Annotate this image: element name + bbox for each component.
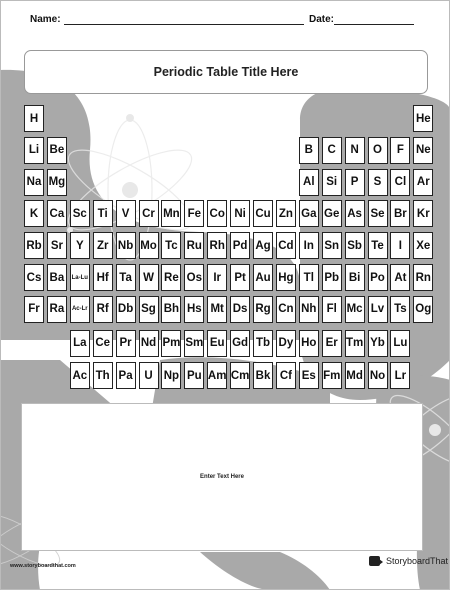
- element-cell-la-lu: La-Lu: [70, 264, 90, 291]
- element-cell-gd: Gd: [230, 330, 250, 357]
- element-cell-nb: Nb: [116, 232, 136, 259]
- element-cell-pd: Pd: [230, 232, 250, 259]
- element-cell-hf: Hf: [93, 264, 113, 291]
- element-cell-bh: Bh: [161, 296, 181, 323]
- text-box-placeholder: Enter Text Here: [200, 474, 244, 480]
- element-cell-c: C: [322, 137, 342, 164]
- element-cell-ta: Ta: [116, 264, 136, 291]
- logo-text: StoryboardThat: [386, 556, 449, 566]
- element-cell-sc: Sc: [70, 200, 90, 227]
- element-cell-nh: Nh: [299, 296, 319, 323]
- name-field[interactable]: [64, 24, 304, 25]
- element-cell-au: Au: [253, 264, 273, 291]
- element-cell-in: In: [299, 232, 319, 259]
- footer-url: www.storyboardthat.com: [10, 563, 76, 569]
- element-cell-pm: Pm: [161, 330, 181, 357]
- element-cell-ag: Ag: [253, 232, 273, 259]
- element-cell-yb: Yb: [368, 330, 388, 357]
- element-cell-ne: Ne: [413, 137, 433, 164]
- element-cell-ga: Ga: [299, 200, 319, 227]
- element-cell-s: S: [368, 169, 388, 196]
- element-cell-ds: Ds: [230, 296, 250, 323]
- element-cell-bi: Bi: [345, 264, 365, 291]
- element-cell-he: He: [413, 105, 433, 132]
- element-cell-tb: Tb: [253, 330, 273, 357]
- element-cell-cl: Cl: [390, 169, 410, 196]
- element-cell-cu: Cu: [253, 200, 273, 227]
- element-cell-h: H: [24, 105, 44, 132]
- element-cell-v: V: [116, 200, 136, 227]
- element-cell-os: Os: [184, 264, 204, 291]
- element-cell-la: La: [70, 330, 90, 357]
- element-cell-u: U: [139, 362, 159, 389]
- element-cell-db: Db: [116, 296, 136, 323]
- element-cell-mg: Mg: [47, 169, 67, 196]
- element-cell-n: N: [345, 137, 365, 164]
- element-cell-p: P: [345, 169, 365, 196]
- element-cell-na: Na: [24, 169, 44, 196]
- element-cell-ca: Ca: [47, 200, 67, 227]
- element-cell-tc: Tc: [161, 232, 181, 259]
- text-box[interactable]: [21, 403, 423, 551]
- element-cell-zr: Zr: [93, 232, 113, 259]
- element-cell-sb: Sb: [345, 232, 365, 259]
- element-cell-cs: Cs: [24, 264, 44, 291]
- element-cell-hg: Hg: [276, 264, 296, 291]
- element-cell-dy: Dy: [276, 330, 296, 357]
- element-cell-o: O: [368, 137, 388, 164]
- element-cell-pa: Pa: [116, 362, 136, 389]
- element-cell-ru: Ru: [184, 232, 204, 259]
- element-cell-md: Md: [345, 362, 365, 389]
- element-cell-be: Be: [47, 137, 67, 164]
- element-cell-ge: Ge: [322, 200, 342, 227]
- element-cell-nd: Nd: [139, 330, 159, 357]
- element-cell-w: W: [139, 264, 159, 291]
- element-cell-sn: Sn: [322, 232, 342, 259]
- element-cell-cf: Cf: [276, 362, 296, 389]
- element-cell-pr: Pr: [116, 330, 136, 357]
- element-cell-li: Li: [24, 137, 44, 164]
- element-cell-ti: Ti: [93, 200, 113, 227]
- element-cell-pu: Pu: [184, 362, 204, 389]
- element-cell-mt: Mt: [207, 296, 227, 323]
- element-cell-bk: Bk: [253, 362, 273, 389]
- element-cell-er: Er: [322, 330, 342, 357]
- element-cell-f: F: [390, 137, 410, 164]
- element-cell-pb: Pb: [322, 264, 342, 291]
- element-cell-mo: Mo: [139, 232, 159, 259]
- element-cell-cr: Cr: [139, 200, 159, 227]
- element-cell-eu: Eu: [207, 330, 227, 357]
- element-cell-at: At: [390, 264, 410, 291]
- element-cell-i: I: [390, 232, 410, 259]
- element-cell-ra: Ra: [47, 296, 67, 323]
- element-cell-zn: Zn: [276, 200, 296, 227]
- storyboardthat-logo: [369, 556, 448, 566]
- date-field[interactable]: [334, 24, 414, 25]
- title-box[interactable]: [24, 50, 428, 94]
- element-cell-ho: Ho: [299, 330, 319, 357]
- element-cell-br: Br: [390, 200, 410, 227]
- element-cell-cd: Cd: [276, 232, 296, 259]
- element-cell-ac-lr: Ac-Lr: [70, 296, 90, 323]
- element-cell-am: Am: [207, 362, 227, 389]
- element-cell-tl: Tl: [299, 264, 319, 291]
- element-cell-cn: Cn: [276, 296, 296, 323]
- element-cell-ts: Ts: [390, 296, 410, 323]
- element-cell-np: Np: [161, 362, 181, 389]
- element-cell-cm: Cm: [230, 362, 250, 389]
- element-cell-pt: Pt: [230, 264, 250, 291]
- element-cell-si: Si: [322, 169, 342, 196]
- element-cell-se: Se: [368, 200, 388, 227]
- element-cell-ce: Ce: [93, 330, 113, 357]
- element-cell-no: No: [368, 362, 388, 389]
- element-cell-ac: Ac: [70, 362, 90, 389]
- element-cell-te: Te: [368, 232, 388, 259]
- element-cell-rn: Rn: [413, 264, 433, 291]
- element-cell-tm: Tm: [345, 330, 365, 357]
- element-cell-kr: Kr: [413, 200, 433, 227]
- element-cell-rg: Rg: [253, 296, 273, 323]
- element-cell-ni: Ni: [230, 200, 250, 227]
- element-cell-fr: Fr: [24, 296, 44, 323]
- element-cell-rf: Rf: [93, 296, 113, 323]
- element-cell-og: Og: [413, 296, 433, 323]
- logo-icon: [369, 556, 380, 566]
- element-cell-hs: Hs: [184, 296, 204, 323]
- element-cell-th: Th: [93, 362, 113, 389]
- element-cell-lr: Lr: [390, 362, 410, 389]
- element-cell-ar: Ar: [413, 169, 433, 196]
- element-cell-fl: Fl: [322, 296, 342, 323]
- element-cell-mc: Mc: [345, 296, 365, 323]
- element-cell-lu: Lu: [390, 330, 410, 357]
- element-cell-es: Es: [299, 362, 319, 389]
- element-cell-fm: Fm: [322, 362, 342, 389]
- element-cell-rb: Rb: [24, 232, 44, 259]
- element-cell-as: As: [345, 200, 365, 227]
- name-label: Name:: [30, 14, 61, 25]
- worksheet-header: [0, 0, 450, 40]
- page-title: Periodic Table Title Here: [153, 65, 299, 79]
- element-cell-ba: Ba: [47, 264, 67, 291]
- element-cell-k: K: [24, 200, 44, 227]
- date-label: Date:: [309, 14, 335, 25]
- element-cell-y: Y: [70, 232, 90, 259]
- element-cell-ir: Ir: [207, 264, 227, 291]
- element-cell-sm: Sm: [184, 330, 204, 357]
- element-cell-mn: Mn: [161, 200, 181, 227]
- element-cell-co: Co: [207, 200, 227, 227]
- element-cell-sr: Sr: [47, 232, 67, 259]
- element-cell-re: Re: [161, 264, 181, 291]
- element-cell-sg: Sg: [139, 296, 159, 323]
- element-cell-xe: Xe: [413, 232, 433, 259]
- element-cell-al: Al: [299, 169, 319, 196]
- element-cell-po: Po: [368, 264, 388, 291]
- element-cell-fe: Fe: [184, 200, 204, 227]
- element-cell-rh: Rh: [207, 232, 227, 259]
- element-cell-lv: Lv: [368, 296, 388, 323]
- element-cell-b: B: [299, 137, 319, 164]
